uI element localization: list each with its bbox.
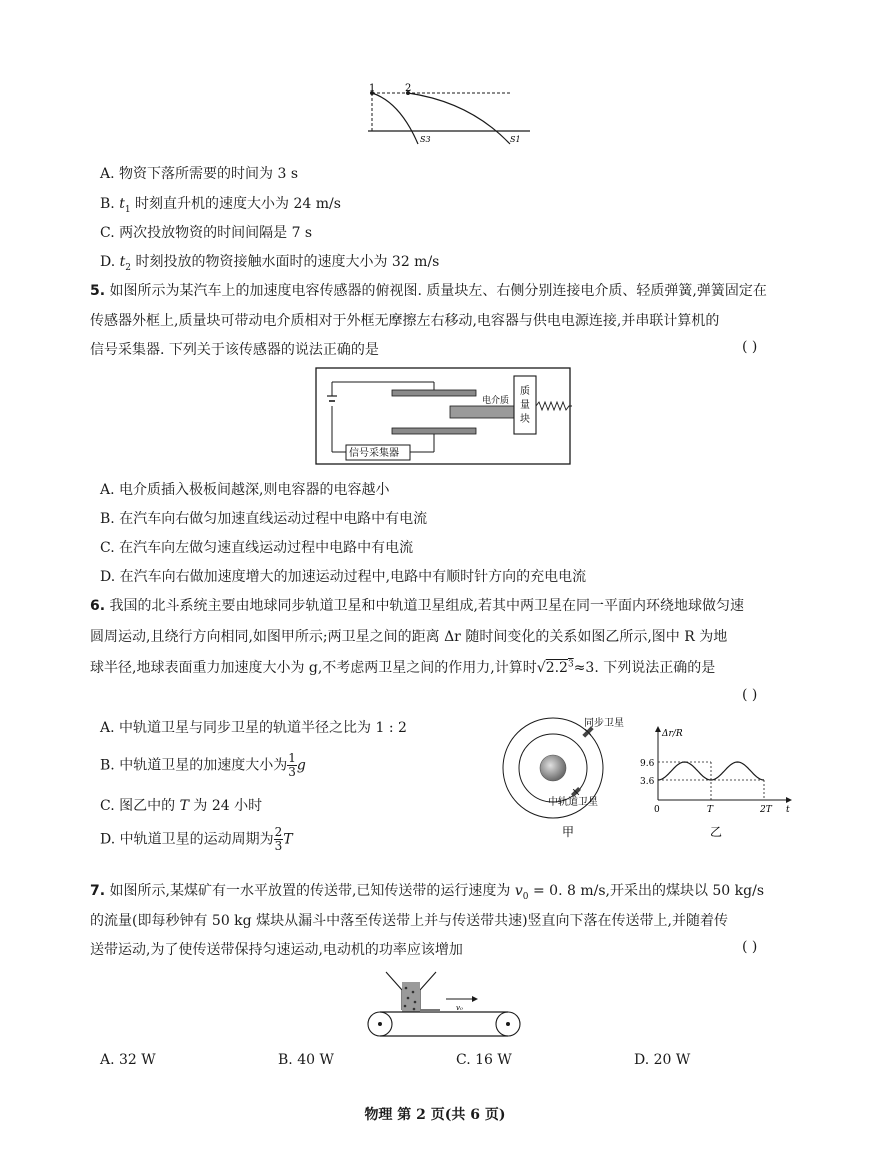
- q5-number: 5.: [90, 283, 106, 299]
- q6-option-d-num: 2: [274, 825, 283, 839]
- q7-stem-line-2: 的流量(即每秒钟有 50 kg 煤块从漏斗中落至传送带上并与传送带共速)竖直向下落在传送带上,并随着传: [90, 913, 728, 929]
- q7-var-sub: 0: [522, 891, 529, 902]
- q4-point-2: 2: [405, 83, 412, 94]
- q7-number: 7.: [90, 883, 106, 899]
- q6-option-d-fraction: [274, 826, 284, 853]
- q5-collector-label: 信号采集器: [349, 448, 399, 459]
- q4-option-d: [100, 251, 439, 273]
- q4-option-d-sub: 2: [125, 262, 132, 273]
- q6-chart-ytick-9-6: 9.6: [640, 759, 655, 769]
- q5-option-a: A. 电介质插入极板间越深,则电容器的电容越小: [100, 482, 390, 498]
- page-footer: 物理 第 2 页(共 6 页): [364, 1107, 506, 1123]
- q5-mass-label-3: 块: [520, 414, 530, 425]
- q4-point-1: 1: [369, 83, 376, 94]
- q5-mass-label-2: 量: [520, 400, 530, 411]
- q5-stem-line-3: 信号采集器. 下列关于该传感器的说法正确的是: [90, 342, 379, 358]
- q6-text-1: 我国的北斗系统主要由地球同步轨道卫星和中轨道卫星组成,若其中两卫星在同一平面内环绕地球做匀速: [109, 598, 744, 614]
- q6-text-3a: 球半径,地球表面重力加速度大小为 g,不考虑两卫星之间的作用力,计算时: [90, 660, 537, 676]
- q6-option-b-text: B. 中轨道卫星的加速度大小为: [100, 757, 288, 774]
- q7-option-a: A. 32 W: [100, 1052, 156, 1068]
- q6-option-b-fraction: [287, 752, 297, 779]
- q4-label-s3: S3: [420, 135, 431, 144]
- q6-option-a: A. 中轨道卫星与同步卫星的轨道半径之比为 1 : 2: [100, 720, 407, 736]
- q6-option-b-den: 3: [288, 765, 296, 779]
- q7-option-b: B. 40 W: [278, 1052, 334, 1068]
- q4-option-d-text: 时刻投放的物资接触水面时的速度大小为 32 m/s: [131, 254, 440, 270]
- q6-fig-jia-caption: 甲: [562, 825, 575, 839]
- q6-option-c: [100, 795, 262, 815]
- q6-sqrt-base: 2.2: [545, 660, 568, 676]
- q4-label-s1: S1: [510, 135, 521, 144]
- q6-orbit-figure: [496, 710, 636, 840]
- q6-option-d-var: T: [283, 831, 293, 848]
- q6-sqrt-expression: $√2.2^3$: [536, 659, 574, 676]
- q6-distance-chart: [636, 722, 796, 840]
- q6-option-d-text: D. 中轨道卫星的运动周期为: [100, 831, 274, 848]
- q5-text-1: 如图所示为某汽车上的加速度电容传感器的俯视图. 质量块左、右侧分别连接电介质、轻质弹簧,弹簧固定在: [109, 283, 767, 299]
- q4-option-d-var: t: [119, 254, 126, 270]
- q6-option-c-text-2: 为 24 小时: [188, 798, 263, 814]
- q6-sync-satellite-label: 同步卫星: [584, 718, 624, 729]
- q6-option-b: [100, 752, 306, 779]
- q7-stem-line-3: 送带运动,为了使传送带保持匀速运动,电动机的功率应该增加: [90, 942, 463, 958]
- q4-option-b-prefix: B.: [100, 196, 120, 212]
- q5-answer-paren: ( ): [742, 339, 758, 355]
- q4-option-b-var: t: [119, 196, 125, 212]
- q6-chart-ylabel: Δr/R: [662, 729, 683, 739]
- q6-sqrt-exp: 3: [567, 659, 574, 670]
- q6-stem-line-2: 圆周运动,且绕行方向相同,如图甲所示;两卫星之间的距离 Δr 随时间变化的关系如图乙所示,图中 R 为地: [90, 629, 728, 645]
- q7-text-1a: 如图所示,某煤矿有一水平放置的传送带,已知传送带的运行速度为: [109, 883, 515, 899]
- q6-option-d-den: 3: [274, 839, 283, 853]
- q6-chart-ytick-3-6: 3.6: [640, 777, 655, 787]
- q6-number: 6.: [90, 598, 106, 614]
- q5-mass-label-1: 质: [520, 386, 530, 397]
- q6-chart-xtick-2T: 2T: [760, 805, 772, 815]
- q4-option-b-sub: 1: [124, 204, 131, 215]
- q6-option-c-text: C. 图乙中的: [100, 798, 180, 814]
- q6-option-b-var: g: [296, 757, 306, 774]
- q6-fig-yi-caption: 乙: [710, 825, 723, 839]
- q5-option-d: D. 在汽车向右做加速度增大的加速运动过程中,电路中有顺时针方向的充电电流: [100, 569, 587, 585]
- q4-option-b: [100, 193, 341, 215]
- q7-text-1b: = 0. 8 m/s,开采出的煤块以 50 kg/s: [528, 883, 765, 899]
- q5-dielectric-label: 电介质: [482, 396, 510, 406]
- q6-mid-satellite-label: 中轨道卫星: [548, 797, 598, 808]
- q6-sqrt-radicand: [546, 660, 574, 676]
- q7-coal-stream: [402, 982, 420, 1012]
- q6-option-d: [100, 826, 293, 853]
- q7-option-c: C. 16 W: [456, 1052, 512, 1068]
- q6-text-3b: ≈3. 下列说法正确的是: [573, 660, 716, 676]
- q6-answer-paren: ( ): [742, 687, 758, 703]
- q6-chart-xlabel: t: [786, 805, 790, 815]
- q4-option-c: C. 两次投放物资的时间间隔是 7 s: [100, 225, 313, 241]
- q6-chart-xtick-T: T: [707, 805, 714, 815]
- q6-chart-xtick-0: 0: [654, 805, 660, 815]
- q6-stem-line-3: [90, 657, 715, 677]
- q7-velocity-label: v₀: [456, 1004, 463, 1012]
- q6-option-c-var: T: [179, 798, 189, 814]
- q5-option-b: B. 在汽车向右做匀加速直线运动过程中电路中有电流: [100, 511, 428, 527]
- q5-sensor-figure: [314, 366, 572, 466]
- q6-option-b-num: 1: [288, 751, 296, 765]
- q4-option-b-text: 时刻直升机的速度大小为 24 m/s: [130, 196, 341, 212]
- q7-conveyor-figure: [364, 968, 524, 1040]
- q4-trajectory-figure: [360, 82, 540, 152]
- q7-var-v: v: [514, 883, 523, 899]
- q7-answer-paren: ( ): [742, 939, 758, 955]
- q6-stem-line-1: [90, 595, 744, 615]
- q5-option-c: C. 在汽车向左做匀速直线运动过程中电路中有电流: [100, 540, 414, 556]
- q5-stem-line-2: 传感器外框上,质量块可带动电介质相对于外框无摩擦左右移动,电容器与供电电源连接,并串联计算机的: [90, 313, 720, 329]
- q5-stem-line-1: [90, 280, 767, 300]
- q7-option-d: D. 20 W: [634, 1052, 691, 1068]
- q4-option-a: A. 物资下落所需要的时间为 3 s: [100, 166, 299, 182]
- q7-stem-line-1: [90, 880, 764, 902]
- q4-option-d-prefix: D.: [100, 254, 120, 270]
